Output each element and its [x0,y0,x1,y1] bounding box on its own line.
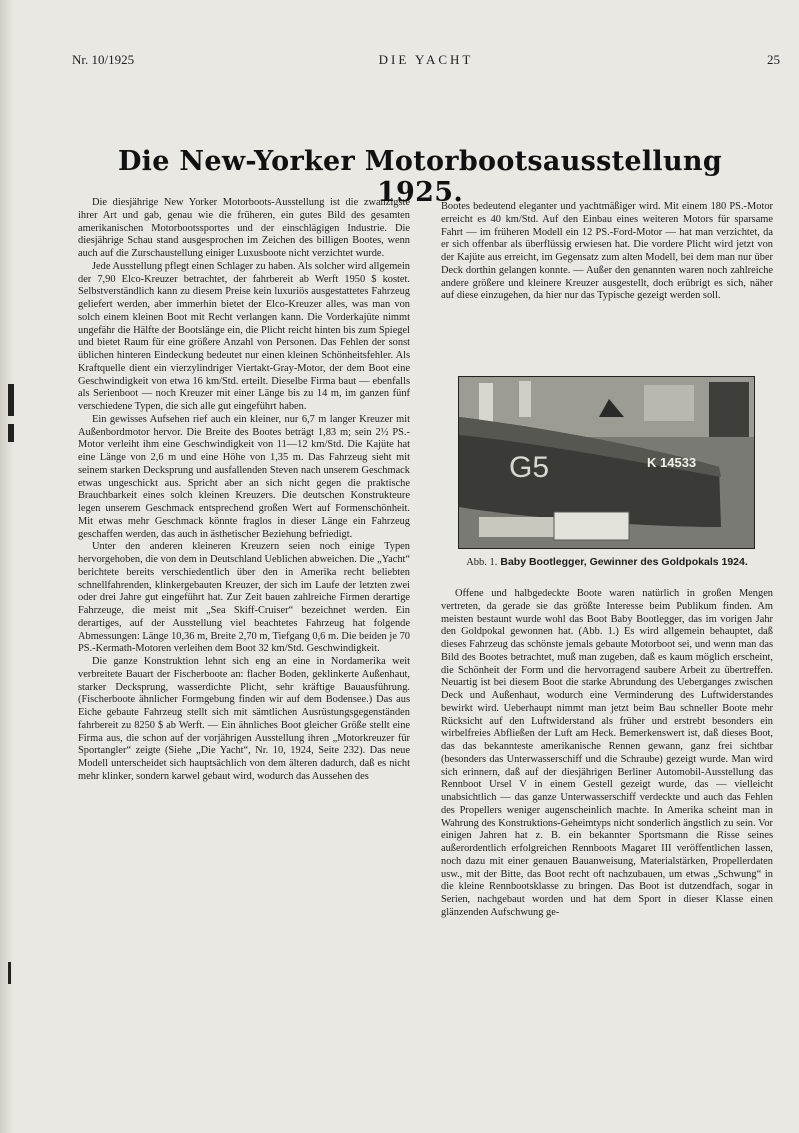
running-header [72,52,780,70]
paragraph: Bootes bedeutend eleganter und yachtmäßiger wird. Mit einem 180 PS.-Motor erreicht es 40 km/Std. Auf den Einbau eines weiteren Motors für sparsame Fahrt — im früheren Modell ein 12 PS.-Ford-Motor — hat man verzichtet, da er sich offenbar als überflüssig erwiesen hat. Die vordere Plicht wird jetzt von der Kajüte aus erreicht, im Gegensatz zum alten Modell, bei dem man nur über Deck dorthin gelangen konnte. — Außer den genannten waren noch zahlreiche andere größere und kleinere Kreuzer ausgestellt, doch erübrigt es sich, näher auf diese einzugehen, da hier nur das Typische gezeigt werden soll. [441,201,773,302]
figure-caption [441,556,773,568]
margin-mark [8,384,14,416]
left-column [78,197,410,784]
hull-marking: G5 [509,451,550,484]
right-column-bottom [441,588,773,920]
article-title: Die New-Yorker Motorbootsausstellung 1925. [117,146,723,208]
paragraph: Ein gewisses Aufsehen rief auch ein kleiner, nur 6,7 m langer Kreuzer mit Außenbordmotor hervor. Die Breite des Bootes beträgt 1,83 m; sein 2½ PS.-Motor verleiht ihm eine Geschwindigkeit von 11—12 km/Std. Die Kajüte hat eine Länge von 2,6 m und eine Höhe von 1,35 m. Das Fahrzeug sieht mit seinem starken Decksprung und ausfallenden Steven nach unserem Geschmack etwas ungeschickt aus. Spricht aber an sich nicht gegen die praktische Brauchbarkeit eines solch kleinen Kreuzers. Die deutschen Konstrukteure legen unserem Geschmack entsprechend großen Wert auf Formenschönheit. Mit etwas mehr Geschmack könnte fraglos in dieser Länge ein Fahrzeug geschaffen werden, das auch in ästhetischer Beziehung befriedigt. [78,413,410,540]
paragraph: Unter den anderen kleineren Kreuzern seien noch einige Typen hervorgehoben, die von dem in Deutschland Ueblichen abweichen. Die „Yacht“ berichtete bereits verschiedentlich über den in Amerika recht beliebten schnellfahrenden, klinkergebauten Kreuzer, der sich im Laufe der letzten zwei oder drei Jahre gut eingeführt hat. Zur Zeit bauen zahlreiche Firmen derartige Fahrzeuge, die meist mit „Sea Skiff-Cruiser“ bezeichnet werden. Ein derartiges, auf der Ausstellung viel beachtetes Fahrzeug hat folgende Abmessungen: Länge 10,36 m, Breite 2,70 m, Tiefgang 0,6 m. Die beiden je 70 PS.-Kermath-Motoren verleihen dem Boot 32 km/Std. Geschwindigkeit. [78,541,411,655]
caption-label: Abb. 1. [466,557,498,568]
page-spine-shadow [0,0,14,1133]
boat-photo [458,376,755,549]
right-column-top [441,201,773,303]
paragraph: Die ganze Konstruktion lehnt sich eng an eine in Nordamerika weit verbreitete Bauart der Fischerboote an: flacher Boden, geklinkerte Außenhaut, starker Decksprung, wasserdichte Plicht, sehr kräftige Bauausführung. (Fischerboote ähnlicher Formgebung finden wir auf dem Bodensee.) Das aus Eiche gebaute Fahrzeug stellt sich mit sämtlichen Ausrüstungsgegenständen fahrbereit zu 8250 $ ab Werft. — Ein ähnliches Boot gleicher Größe stellt eine Firma aus, die schon auf der vorjährigen Ausstellung ihren „Motorkreuzer für Sportangler“ zeigte (Siehe „Die Yacht“, Nr. 10, 1924, Seite 232). Das neue Modell unterscheidet sich hauptsächlich von dem älteren dadurch, daß es nicht mehr klinker, sondern karwel gebaut wird, wodurch das Aussehen des [78,656,410,782]
hull-registration: K 14533 [647,455,697,470]
issue-number: Nr. 10/1925 [72,52,135,67]
page-number: 25 [767,52,780,67]
paragraph: Offene und halbgedeckte Boote waren natürlich in großen Mengen vertreten, da gerade sie das größte Interesse beim Publikum finden. Am meisten bestaunt wurde wohl das Boot Baby Bootlegger, das im vorigen Jahr den Goldpokal gewonnen hat. (Abb. 1.) Es wird allgemein behauptet, daß dieses Fahrzeug das schönste jemals gebaute Motorboot sei, und wenn man das Bild des Bootes betrachtet, muß man zugeben, daß es kaum möglich erscheint, die Schönheit der Form und die hervorragend saubere Arbeit zu übertreffen. Neuartig ist bei diesem Boot die starke Abrundung des Ueberganges zwischen Deck und Außenhaut, wodurch eine Verminderung des Luftwiderstandes bewirkt wird. Ueberhaupt nimmt man jetzt beim Bau schneller Boote mehr Rücksicht auf den Luftwiderstand als früher und erstrebt besonders ein wirbelfreies Abfließen der Luft am Heck. Bemerkenswert ist, daß dieses Boot, das das bekannteste amerikanische Rennen gewann, ganz frei sichtbar (besonders das Unterwasserschiff und die Schraube) gezeigt wurde. Man wird sich erinnern, daß auf der diesjährigen Berliner Automobil-Ausstellung das Rennboot Ursel V in einem Gestell gezeigt wurde, das — vielleicht unabsichtlich — das ganze Unterwasserschiff verdeckte und auch das Fehlen des Propellers weniger augenscheinlich machte. In Amerika scheint man in Wahrung des Konstruktions-Geheimtyps nicht sonderlich ängstlich zu sein. Vor einigen Jahren hat z. B. ein bekannter Sportsmann die Risse seines außerordentlich erfolgreichen Rennboots Magaret III veröffentlichen lassen, noch dazu mit einer genauen Bauanweisung, Materialstärken, Propellerdaten usw., mit der Bitte, das Boot recht oft nachzubauen, um etwas „Schwung“ in die kleine Rennbootsklasse zu bringen. Das Boot ist dutzendfach, sogar in Serien, nachgebaut worden und hat dem Sport in dieser Klasse einen glänzenden Aufschwung ge- [441,588,773,918]
margin-mark [8,962,11,984]
paragraph: Jede Ausstellung pflegt einen Schlager zu haben. Als solcher wird allgemein der 7,90 Elco-Kreuzer betrachtet, der fahrbereit ab Werft 1950 $ kostet. Selbstverständlich kann zu diesem Preise kein luxuriös ausgestattetes Fahrzeug geliefert werden, aber immerhin bietet der Elco-Kreuzer alles, was man von solch einem kleinen Boot mit Recht verlangen kann. Die Vorderkajüte nimmt ungefähr die Hälfte der Bootslänge ein, die Plicht reicht hinten bis zum Spiegel und bietet Raum für eine größere Anzahl von Personen. Das Fehlen der sonst üblichen hinteren Eindeckung bedeutet nur einen kleinen Schönheitsfehler. Als Kraftquelle dient ein vierzylindriger Viertakt-Gray-Motor, der dem Boot eine Geschwindigkeit von etwa 16 km/Std. erteilt. Dieselbe Firma baut — ebenfalls als Serienboot — noch Kreuzer mit einer Länge bis zu 14 m, im ganzen fünf verschiedene Typen, die sich alle gut eingeführt haben. [78,260,410,412]
paragraph: Die diesjährige New Yorker Motorboots-Ausstellung ist die zwanzigste ihrer Art und gab, genau wie die früheren, ein gutes Bild des gesamten amerikanischen Motorbootssportes und der einschlägigen Industrie. Die diesjährige Schau stand ausgesprochen im Zeichen des billigen Bootes, wenn auch auf die Zurschaustellung einiger Luxusboote nicht verzichtet wurde. [78,197,410,259]
masthead: DIE YACHT [378,52,474,67]
caption-text: Baby Bootlegger, Gewinner des Goldpokals 1924. [500,556,748,568]
margin-mark [8,424,14,442]
